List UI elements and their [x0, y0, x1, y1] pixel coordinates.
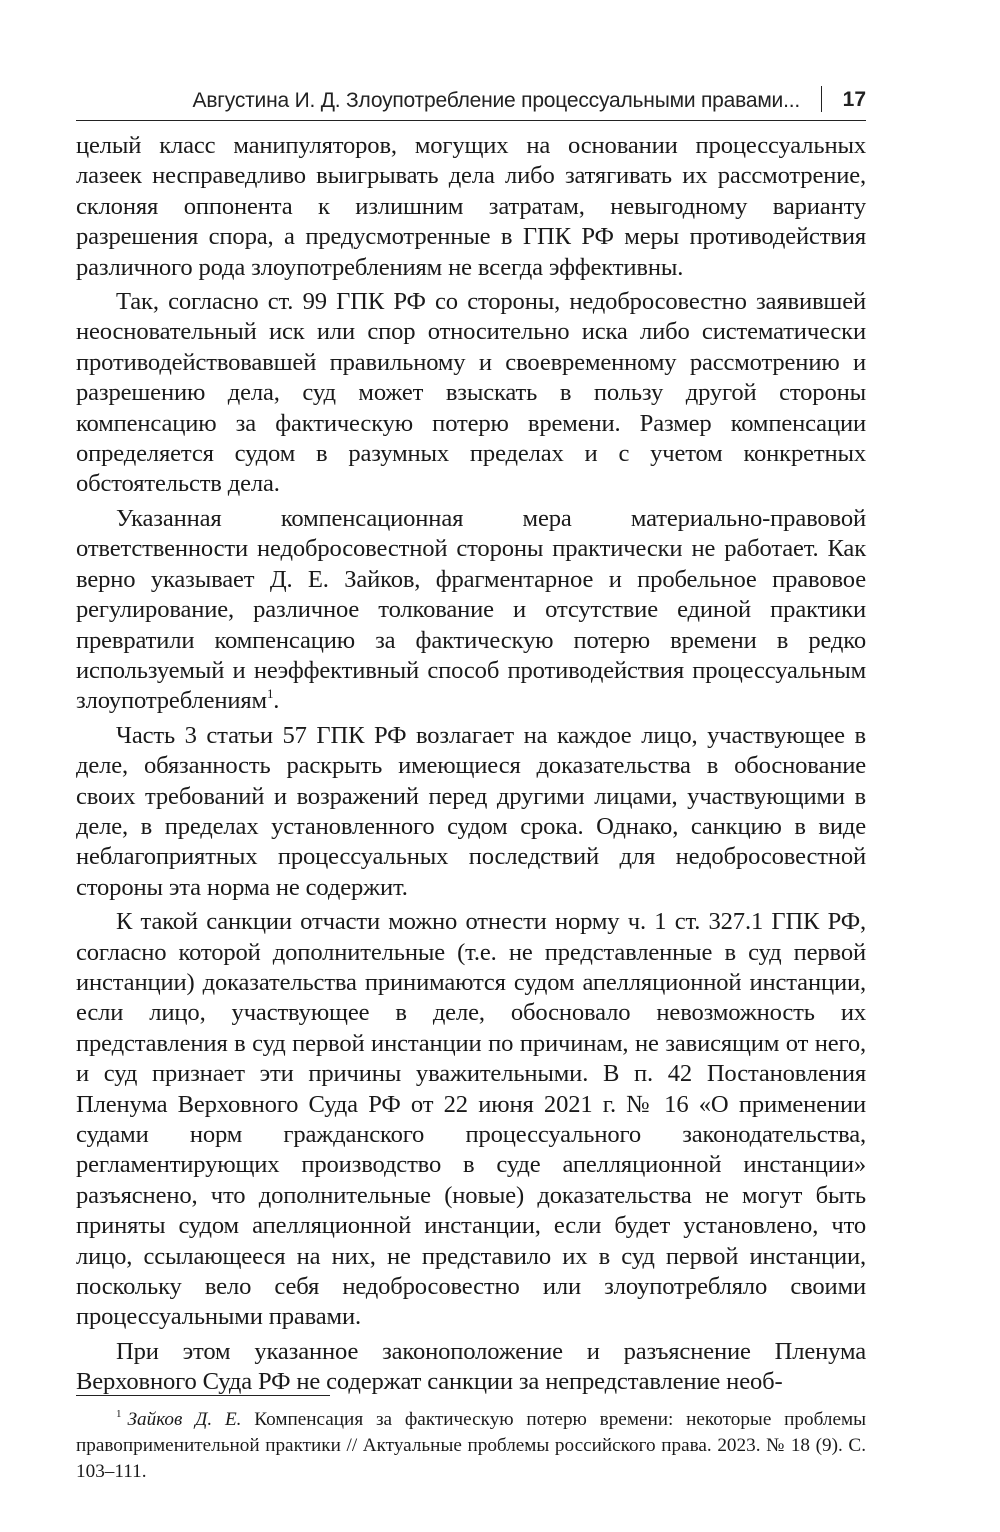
footnote-body [76, 1407, 866, 1485]
paragraph-5: К такой санкции отчасти можно отнести норму ч. 1 ст. 327.1 ГПК РФ, согласно которой дополнительные (т.е. не представленные в суд первой инстанции) доказательства принимаются судом апелляционной инстанции, если лицо, участвующее в деле, обосновало невозможность их представления в суд первой инстанции по причинам, не зависящим от него, и суд признает эти причины уважительными. В п. 42 Постановления Пленума Верховного Суда РФ от 22 июня 2021 г. № 16 «О применении судами норм гражданского процессуального законодательства, регламентирующих производство в суде апелляционной инстанции» разъяснено, что дополнительные (новые) доказательства не могут быть приняты судом апелляционной инстанции, если будет установлено, что лицо, ссылающееся на них, не представило их в суд первой инстанции, поскольку вело себя недобросовестно или злоупотребляло своими процессуальными правами. [76, 908, 866, 1331]
paragraph-4: Часть 3 статьи 57 ГПК РФ возлагает на каждое лицо, участвующее в деле, обязанность раскрыть имеющиеся доказательства в обоснование своих требований и возражений перед другими лицами, участвующими в деле, в пределах установленного судом срока. Однако, санкцию в виде неблагоприятных процессуальных последствий для недобросовестной стороны эта норма не содержит. [76, 721, 866, 901]
paragraph-1: целый класс манипуляторов, могущих на основании процессуальных лазеек несправедливо выигрывать дела либо затягивать их рассмотрение, склоняя оппонента к излишним затратам, невыгодному варианту разрешения спора, а предусмотренные в ГПК РФ меры противодействия различного рода злоупотреблениям не всегда эффективны. [76, 132, 866, 281]
running-header [76, 80, 866, 121]
footnote-reference[interactable]: 1 [266, 686, 274, 702]
footnote-divider [76, 1395, 330, 1396]
footnote [76, 1407, 866, 1485]
footnote-mark: 1 [116, 1408, 122, 1420]
body-text [76, 131, 866, 1398]
page-number: 17 [842, 88, 866, 111]
paragraph-3 [76, 504, 866, 717]
footnote-author: Зайков Д. Е. [127, 1409, 242, 1430]
paragraph-2: Так, согласно ст. 99 ГПК РФ со стороны, недобросовестно заявившей неосновательный иск или спор относительно иска либо систематически противодействовавшей правильному и своевременному рассмотрению и разрешению дела, суд может взыскать в пользу другой стороны компенсацию за фактическую потерю времени. Размер компенсации определяется судом в разумных пределах и с учетом конкретных обстоятельств дела. [76, 288, 866, 498]
paragraph-3-text: Указанная компенсационная мера материально-правовой ответственности недобросовестной стороны практически не работает. Как верно указывает Д. Е. Зайков, фрагментарное и пробельное правовое регулирование, различное толкование и отсутствие единой практики превратили компенсацию за фактическую потерю времени в редко используемый и неэффективный способ противодействия процессуальным злоупотреблениям [76, 504, 866, 715]
book-page [76, 80, 866, 1398]
header-separator [821, 86, 823, 112]
running-title: Августина И. Д. Злоупотребление процессуальными правами... [192, 89, 800, 112]
footnote-text: Компенсация за фактическую потерю времени: некоторые проблемы правоприменительной практики // Актуальные проблемы российского права. 2023. № 18 (9). С. 103–111. [76, 1409, 866, 1482]
paragraph-6: При этом указанное законоположение и разъяснение Пленума Верховного Суда РФ не содержат санкции за непредставление необ- [76, 1337, 866, 1396]
paragraph-3-end: . [273, 687, 280, 715]
